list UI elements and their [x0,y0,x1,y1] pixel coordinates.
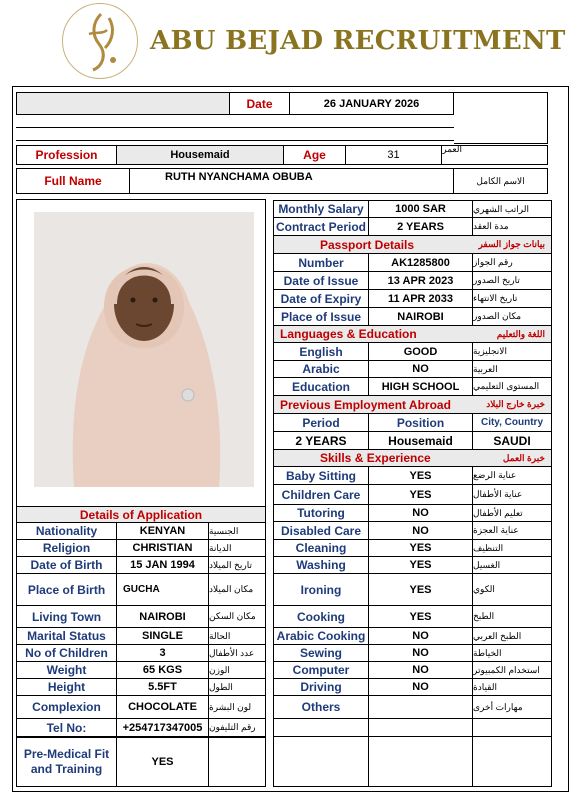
date-expiry-ar: تاريخ الانتهاء [473,290,552,308]
prev-title-text: Previous Employment Abroad [280,397,451,412]
empty-cell [369,719,473,737]
education-value: HIGH SCHOOL [369,378,473,396]
detail-value: 15 JAN 1994 [117,557,209,574]
skill-label: Sewing [273,645,369,662]
prev-position: Housemaid [369,432,473,450]
detail-value: 65 KGS [117,662,209,679]
skill-label: Tutoring [273,505,369,522]
contract-period-label: Contract Period [273,218,369,236]
prev-city-head: City, Country [473,414,552,432]
skills-title-ar: خبرة العمل [502,452,545,463]
monthly-salary-value: 1000 SAR [369,201,473,218]
detail-label: Nationality [16,523,117,540]
monthly-salary-label: Monthly Salary [273,201,369,218]
age-value: 31 [346,145,442,165]
skill-value [369,696,473,719]
skill-label: Cleaning [273,540,369,557]
prev-period-head: Period [273,414,369,432]
detail-value: CHOCOLATE [117,696,209,719]
date-expiry-value: 11 APR 2033 [369,290,473,308]
empty-cell [369,737,473,787]
english-ar: الانجليزية [473,343,552,361]
skill-value: NO [369,645,473,662]
detail-label: Weight [16,662,117,679]
empty-cell [473,719,552,737]
skills-title [273,450,552,467]
skill-ar: عناية الأطفال [473,485,552,505]
english-value: GOOD [369,343,473,361]
age-ar: العمر [442,144,462,154]
age-label: Age [284,145,346,165]
education-ar: المستوى التعليمي [473,378,552,396]
premedical-label: Pre-Medical Fit and Training [16,737,117,787]
skill-value: NO [369,522,473,540]
skill-ar: استخدام الكمبيوتر [473,662,552,679]
premedical-value: YES [117,737,209,787]
skill-ar: الكوي [473,574,552,606]
skill-label: Arabic Cooking [273,628,369,645]
place-issue-value: NAIROBI [369,308,473,326]
skill-label: Washing [273,557,369,574]
prev-position-head: Position [369,414,473,432]
date-issue-label: Date of Issue [273,272,369,290]
skill-label: Children Care [273,485,369,505]
detail-value: 5.5FT [117,679,209,696]
skill-ar: عناية الرضع [473,467,552,485]
detail-label: Marital Status [16,628,117,645]
arabic-label: Arabic [273,361,369,378]
skill-label: Ironing [273,574,369,606]
detail-value: +254717347005 [117,719,209,737]
prev-city: SAUDI [473,432,552,450]
place-issue-ar: مكان الصدور [473,308,552,326]
education-label: Education [273,378,369,396]
lang-title-text: Languages & Education [280,327,417,341]
detail-ar: الطول [209,679,266,696]
skill-label: Cooking [273,606,369,628]
date-value: 26 JANUARY 2026 [290,92,454,115]
detail-label: Date of Birth [16,557,117,574]
skill-value: NO [369,662,473,679]
prev-title [273,396,552,414]
prev-period: 2 YEARS [273,432,369,450]
detail-ar: رقم التليفون [209,719,266,737]
skill-value: YES [369,557,473,574]
passport-title-ar: بيانات جواز السفر [478,239,545,249]
skill-label: Disabled Care [273,522,369,540]
english-label: English [273,343,369,361]
empty-cell [273,719,369,737]
skill-value: NO [369,628,473,645]
skill-label: Driving [273,679,369,696]
skill-ar: القيادة [473,679,552,696]
arabic-value: NO [369,361,473,378]
company-logo [62,3,138,79]
empty-cell [473,737,552,787]
skill-value: YES [369,540,473,557]
detail-value: NAIROBI [117,606,209,628]
divider [16,140,454,141]
detail-label: Complexion [16,696,117,719]
premedical-blank [209,737,266,787]
divider [16,127,454,128]
skill-ar: الطبخ العربي [473,628,552,645]
lang-title [273,326,552,343]
age-right-blank [442,145,548,165]
skill-ar: التنظيف [473,540,552,557]
detail-label: Height [16,679,117,696]
fullname-ar: الاسم الكامل [454,168,548,194]
detail-value: 3 [117,645,209,662]
skill-label: Computer [273,662,369,679]
skills-title-text: Skills & Experience [320,451,431,465]
skill-value: YES [369,485,473,505]
detail-value: SINGLE [117,628,209,645]
profession-label: Profession [16,145,117,165]
skill-ar: الغسيل [473,557,552,574]
detail-ar: الديانة [209,540,266,557]
skill-ar: مهارات أخرى [473,696,552,719]
detail-ar: لون البشرة [209,696,266,719]
passport-number-label: Number [273,254,369,272]
detail-ar: تاريخ الميلاد [209,557,266,574]
detail-ar: الوزن [209,662,266,679]
place-issue-label: Place of Issue [273,308,369,326]
detail-value: GUCHA [117,574,209,606]
detail-label: No of Children [16,645,117,662]
detail-label: Tel No: [16,719,117,737]
skill-value: YES [369,606,473,628]
detail-label: Place of Birth [16,574,117,606]
fullname-value: RUTH NYANCHAMA OBUBA [130,168,454,194]
detail-value: CHRISTIAN [117,540,209,557]
detail-label: Living Town [16,606,117,628]
empty-cell [273,737,369,787]
details-title: Details of Application [16,507,266,523]
detail-ar: الحالة [209,628,266,645]
monthly-salary-ar: الراتب الشهري [473,201,552,218]
date-right-blank [454,92,548,144]
detail-ar: مكان الميلاد [209,574,266,606]
skill-ar: الطبخ [473,606,552,628]
passport-title [273,236,552,254]
contract-period-value: 2 YEARS [369,218,473,236]
fullname-label: Full Name [16,168,130,194]
detail-value: KENYAN [117,523,209,540]
skill-label: Others [273,696,369,719]
detail-ar: الجنسية [209,523,266,540]
skill-value: YES [369,574,473,606]
contract-period-ar: مدة العقد [473,218,552,236]
candidate-photo [34,212,254,487]
date-expiry-label: Date of Expiry [273,290,369,308]
skill-ar: عناية العجزة [473,522,552,540]
detail-ar: عدد الأطفال [209,645,266,662]
skill-label: Baby Sitting [273,467,369,485]
skill-value: NO [369,505,473,522]
detail-label: Religion [16,540,117,557]
arabic-ar: العربية [473,361,552,378]
skill-value: NO [369,679,473,696]
skill-value: YES [369,467,473,485]
passport-number-value: AK1285800 [369,254,473,272]
date-label: Date [230,92,290,115]
profession-value: Housemaid [117,145,284,165]
passport-title-text: Passport Details [320,237,415,252]
date-issue-value: 13 APR 2023 [369,272,473,290]
lang-title-ar: اللغة والتعليم [496,328,545,339]
date-blank [16,92,230,115]
detail-ar: مكان السكن [209,606,266,628]
company-name: ABU BEJAD RECRUITMENT [150,26,566,56]
skill-ar: الخياطة [473,645,552,662]
date-issue-ar: تاريخ الصدور [473,272,552,290]
passport-number-ar: رقم الجواز [473,254,552,272]
prev-title-ar: خبرة خارج البلاد [486,399,545,409]
skill-ar: تعليم الأطفال [473,505,552,522]
